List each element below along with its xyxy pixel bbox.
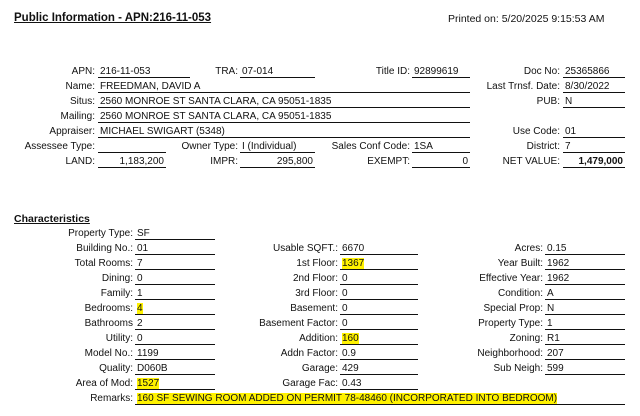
model-no-value: 1199 xyxy=(135,347,215,360)
special-prop-value: N xyxy=(545,302,625,315)
net-value-label: NET VALUE: xyxy=(502,156,560,167)
family-value: 1 xyxy=(135,287,215,300)
situs-label: Situs: xyxy=(69,96,95,107)
neighborhood-value: 207 xyxy=(545,347,625,360)
condition-label: Condition: xyxy=(497,288,543,299)
printed-timestamp: Printed on: 5/20/2025 9:15:53 AM xyxy=(448,13,605,25)
sales-conf-value: 1SA xyxy=(412,140,470,153)
sub-neigh-value: 599 xyxy=(545,362,625,375)
dining-label: Dining: xyxy=(101,273,133,284)
neighborhood-label: Neighborhood: xyxy=(477,348,543,359)
garage-label: Garage: xyxy=(301,363,338,374)
year-built-value: 1962 xyxy=(545,257,625,270)
first-floor-value xyxy=(340,257,418,270)
use-code-value: 01 xyxy=(563,125,625,138)
exempt-value: 0 xyxy=(412,155,470,168)
apn-value: 216-11-053 xyxy=(98,65,190,78)
addn-factor-value: 0.9 xyxy=(340,347,418,360)
pub-label: PUB: xyxy=(536,96,560,107)
characteristics-heading: Characteristics xyxy=(14,213,90,225)
exempt-label: EXEMPT: xyxy=(367,156,410,167)
land-label: LAND: xyxy=(65,156,95,167)
mailing-value: 2560 MONROE ST SANTA CLARA, CA 95051-1835 xyxy=(98,110,470,123)
first-floor-highlight: 1367 xyxy=(342,258,365,269)
apn-label: APN: xyxy=(71,66,95,77)
quality-label: Quality: xyxy=(99,363,133,374)
district-label: District: xyxy=(526,141,560,152)
doc-no-label: Doc No: xyxy=(523,66,560,77)
effective-year-value: 1962 xyxy=(545,272,625,285)
third-floor-label: 3rd Floor: xyxy=(295,288,338,299)
addition-highlight: 160 xyxy=(342,333,359,344)
sub-neigh-label: Sub Neigh: xyxy=(493,363,543,374)
remarks-label: Remarks: xyxy=(90,393,133,404)
land-value: 1,183,200 xyxy=(98,155,166,168)
acres-value: 0.15 xyxy=(545,242,625,255)
district-value: 7 xyxy=(563,140,625,153)
third-floor-value: 0 xyxy=(340,287,418,300)
addition-label: Addition: xyxy=(299,333,338,344)
first-floor-label: 1st Floor: xyxy=(296,258,338,269)
bedrooms-label: Bedrooms: xyxy=(84,303,133,314)
bedrooms-highlight: 4 xyxy=(137,303,143,314)
bathrooms-label: Bathrooms xyxy=(84,318,133,329)
dining-value: 0 xyxy=(135,272,215,285)
last-trnsf-label: Last Trnsf. Date: xyxy=(486,81,560,92)
sales-conf-label: Sales Conf Code: xyxy=(331,141,410,152)
bedrooms-value xyxy=(135,302,215,315)
total-rooms-value: 7 xyxy=(135,257,215,270)
building-no-value: 01 xyxy=(135,242,215,255)
last-trnsf-value: 8/30/2022 xyxy=(563,80,625,93)
property-type-label: Property Type: xyxy=(68,228,133,239)
property-type2-label: Property Type: xyxy=(478,318,543,329)
basement-label: Basement: xyxy=(290,303,338,314)
page-title: Public Information - APN:216-11-053 xyxy=(14,12,212,24)
owner-type-label: Owner Type: xyxy=(181,141,238,152)
mailing-label: Mailing: xyxy=(60,111,95,122)
usable-sqft-label: Usable SQFT.: xyxy=(272,243,338,254)
zoning-value: R1 xyxy=(545,332,625,345)
garage-fac-value: 0.43 xyxy=(340,377,418,390)
total-rooms-label: Total Rooms: xyxy=(74,258,133,269)
year-built-label: Year Built: xyxy=(497,258,543,269)
garage-value: 429 xyxy=(340,362,418,375)
title-id-label: Title ID: xyxy=(375,66,410,77)
assessee-type-value xyxy=(98,140,166,153)
name-label: Name: xyxy=(65,81,95,92)
building-no-label: Building No.: xyxy=(76,243,133,254)
property-type-value: SF xyxy=(135,227,215,240)
owner-type-value: I (Individual) xyxy=(240,140,315,153)
remarks-value xyxy=(135,392,625,405)
acres-label: Acres: xyxy=(514,243,543,254)
zoning-label: Zoning: xyxy=(509,333,543,344)
addition-value xyxy=(340,332,418,345)
usable-sqft-value: 6670 xyxy=(340,242,418,255)
area-of-mod-label: Area of Mod: xyxy=(75,378,133,389)
basement-factor-label: Basement Factor: xyxy=(259,318,338,329)
appraiser-label: Appraiser: xyxy=(49,126,95,137)
impr-value: 295,800 xyxy=(240,155,315,168)
second-floor-label: 2nd Floor: xyxy=(292,273,338,284)
addn-factor-label: Addn Factor: xyxy=(280,348,338,359)
effective-year-label: Effective Year: xyxy=(479,273,543,284)
use-code-label: Use Code: xyxy=(512,126,560,137)
tra-value: 07-014 xyxy=(240,65,315,78)
bathrooms-value: 2 xyxy=(135,317,215,330)
family-label: Family: xyxy=(100,288,133,299)
special-prop-label: Special Prop: xyxy=(483,303,543,314)
condition-value: A xyxy=(545,287,625,300)
property-type2-value: 1 xyxy=(545,317,625,330)
basement-factor-value: 0 xyxy=(340,317,418,330)
model-no-label: Model No.: xyxy=(84,348,133,359)
second-floor-value: 0 xyxy=(340,272,418,285)
doc-no-value: 25365866 xyxy=(563,65,625,78)
utility-label: Utility: xyxy=(105,333,133,344)
remarks-highlight: 160 SF SEWING ROOM ADDED ON PERMIT 78-48460 (INCORPORATED INTO BEDROOM) xyxy=(137,393,558,404)
garage-fac-label: Garage Fac: xyxy=(282,378,338,389)
area-of-mod-value xyxy=(135,377,215,390)
net-value-value: 1,479,000 xyxy=(563,155,625,168)
pub-value: N xyxy=(563,95,625,108)
utility-value: 0 xyxy=(135,332,215,345)
tra-label: TRA: xyxy=(215,66,238,77)
assessee-type-label: Assessee Type: xyxy=(24,141,95,152)
situs-value: 2560 MONROE ST SANTA CLARA, CA 95051-1835 xyxy=(98,95,470,108)
title-id-value: 92899619 xyxy=(412,65,470,78)
impr-label: IMPR: xyxy=(210,156,238,167)
quality-value: D060B xyxy=(135,362,215,375)
name-value: FREEDMAN, DAVID A xyxy=(98,80,470,93)
area-of-mod-highlight: 1527 xyxy=(137,378,160,389)
appraiser-value: MICHAEL SWIGART (5348) xyxy=(98,125,470,138)
basement-value: 0 xyxy=(340,302,418,315)
